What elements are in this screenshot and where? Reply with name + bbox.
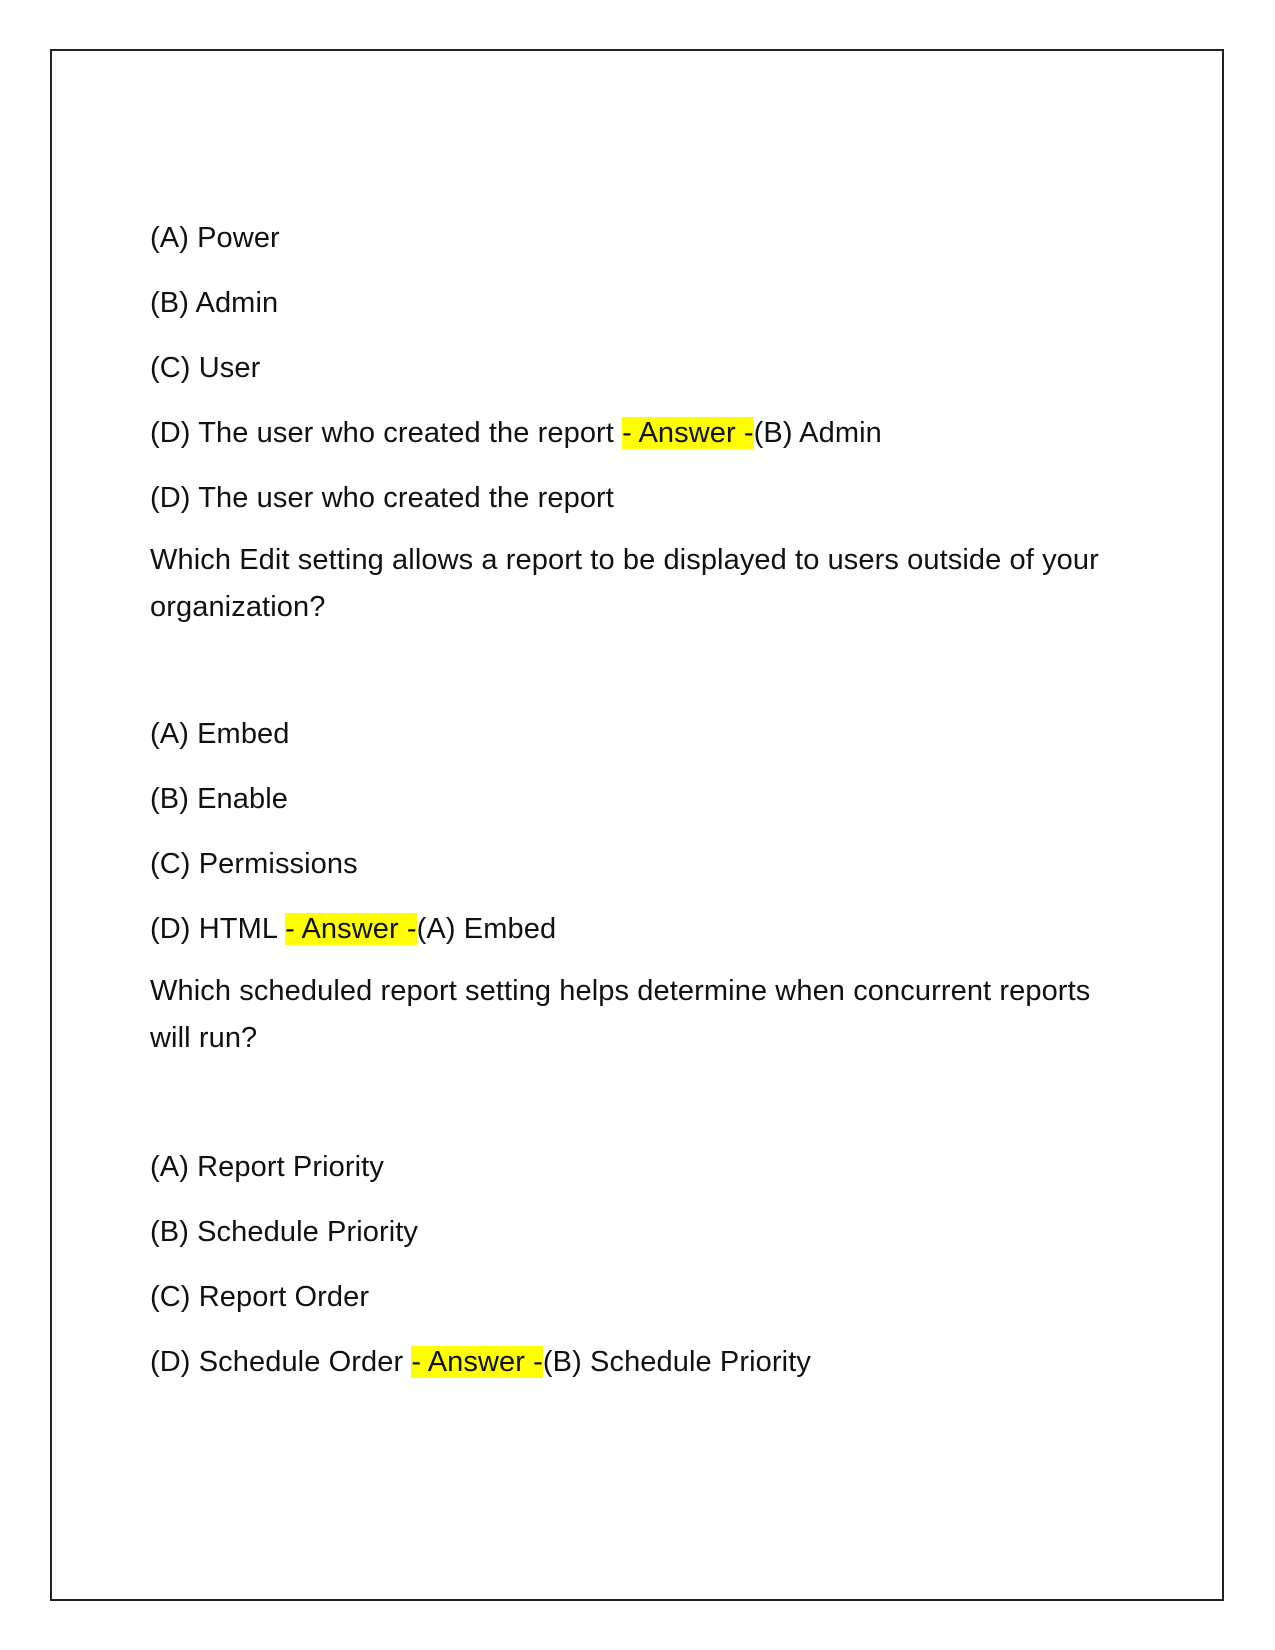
q1-option-a: (A) Power — [150, 222, 280, 254]
q3-option-d-with-answer — [150, 1344, 811, 1380]
q2-option-b: (B) Enable — [150, 783, 289, 815]
option-text: (D) The user who created the report — [150, 417, 614, 449]
q2-question: Which Edit setting allows a report to be displayed to users outside of your organization? — [150, 544, 1099, 623]
answer-value: (B) Admin — [753, 417, 882, 449]
q2-option-a: (A) Embed — [150, 718, 290, 750]
answer-marker: - Answer - — [622, 417, 754, 449]
answer-marker: - Answer - — [411, 1346, 543, 1378]
q3-option-b: (B) Schedule Priority — [150, 1216, 419, 1248]
q3-option-c: (C) Report Order — [150, 1281, 370, 1313]
answer-marker: - Answer - — [285, 913, 417, 945]
q1-option-c: (C) User — [150, 352, 261, 384]
q1-option-d: (D) The user who created the report — [150, 482, 614, 514]
q2-option-c: (C) Permissions — [150, 848, 358, 880]
answer-value: (A) Embed — [416, 913, 557, 945]
q3-question: Which scheduled report setting helps determine when concurrent reports will run? — [150, 975, 1091, 1054]
option-text: (D) Schedule Order — [150, 1346, 412, 1378]
option-text: (D) HTML — [150, 913, 286, 945]
q2-option-d-with-answer — [150, 911, 556, 947]
answer-value: (B) Schedule Priority — [542, 1346, 811, 1378]
q3-option-a: (A) Report Priority — [150, 1151, 384, 1183]
q1-option-d-with-answer — [150, 415, 882, 451]
q1-option-b: (B) Admin — [150, 287, 279, 319]
